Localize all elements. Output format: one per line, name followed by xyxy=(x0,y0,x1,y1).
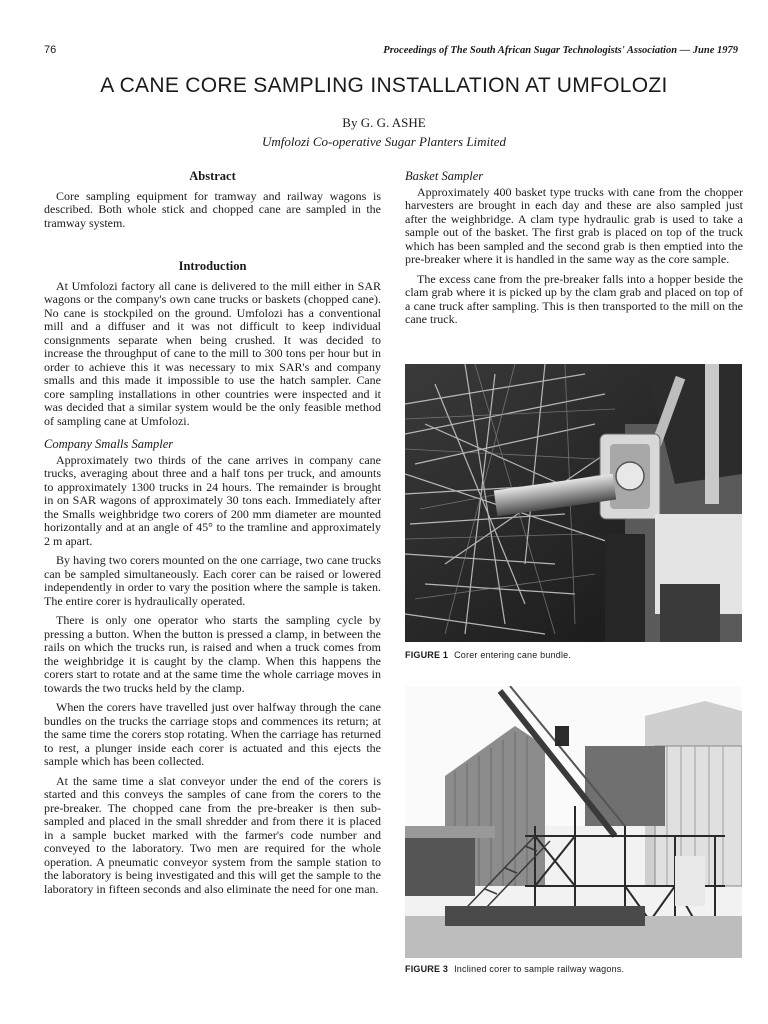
abstract-text: Core sampling equipment for tramway and railway wagons is described. Both whole stick and chopped cane are sampled in the tramway system. xyxy=(44,188,381,230)
figure-1-caption xyxy=(405,650,571,660)
figure-1-caption-text: Corer entering cane bundle. xyxy=(454,650,572,660)
company-smalls-paragraph: There is only one operator who starts the sampling cycle by pressing a button. When the button is pressed a clamp, in between the rails on which the trucks run, is raised and when a truck comes from the weighbridge it is caught by the clamp. When this happens the corers start to rotate and at the same time the whole carriage moves in towards the two trucks held by the clamp. xyxy=(44,613,381,695)
left-column xyxy=(44,170,381,902)
company-smalls-heading: Company Smalls Sampler xyxy=(44,437,174,451)
figure-3-photo xyxy=(405,686,742,958)
right-column xyxy=(405,170,743,333)
figure-1-label: FIGURE 1 xyxy=(405,650,449,660)
figure-3-caption-text: Inclined corer to sample railway wagons. xyxy=(454,964,625,974)
company-smalls-paragraph: At the same time a slat conveyor under the end of the corers is started and this conveys the samples of cane from the corers to the pre-breaker. The chopped cane from the pre-breaker is then sub-sampled and placed in the small shredder and from there it is placed in a sample bucket marked with the farmer's code number and conveyed to the laboratory. Two men are required for the whole operation. A pneumatic conveyor system from the sample station to the laboratory is being investigated and this will get the sample to the laboratory in fifteen seconds and also eliminate the need for one man. xyxy=(44,773,381,896)
journal-name: Proceedings of The South African Sugar Technologists' Association — June 1979 xyxy=(383,45,738,56)
introduction-heading: Introduction xyxy=(178,259,247,273)
basket-sampler-heading: Basket Sampler xyxy=(405,169,484,183)
figure-3-label: FIGURE 3 xyxy=(405,964,449,974)
running-header xyxy=(44,44,738,56)
abstract-heading: Abstract xyxy=(189,169,236,183)
author-byline: By G. G. ASHE xyxy=(342,115,426,130)
company-smalls-paragraph: Approximately two thirds of the cane arrives in company cane trucks, averaging about three and a half tons per truck, and amounts to approximately 1300 trucks in 24 hours. The remainder is brought in on SAR wagons of approximately 30 tons each. Immediately after the Smalls weighbridge two corers of 200 mm diameter are mounted horizontally and at an angle of 45° to the tramline and approximately 2 m apart. xyxy=(44,452,381,548)
introduction-text: At Umfolozi factory all cane is delivered to the mill either in SAR wagons or the company's own cane trucks or baskets (chopped cane). No cane is stockpiled on the ground. Umfolozi has a conventional mill and a diffuser and it was not difficult to keep individual consignments separate when being crushed. It was decided to increase the throughput of cane to the mill to 300 tons per hour but in order to achieve this it was necessary to mix SAR's and company smalls and this made it impossible to use the hatch sampler. Cane core sampling installations in other countries were inspected and it was decided that a similar system would be the only feasible method of sampling cane at Umfolozi. xyxy=(44,278,381,428)
paper-title: A CANE CORE SAMPLING INSTALLATION AT UMFOLOZI xyxy=(100,74,668,97)
basket-sampler-paragraph: The excess cane from the pre-breaker falls into a hopper beside the clam grab where it is picked up by the clam grab and placed on top of a cane truck after sampling. This is then transported to the mill on the cane truck. xyxy=(405,271,743,326)
page-number: 76 xyxy=(44,44,57,56)
figure-1-photo xyxy=(405,364,742,642)
company-smalls-paragraph: When the corers have travelled just over halfway through the cane bundles on the trucks the carriage stops and commences its return; at the same time the corers stop rotating. When the carriage has returned to rest, a plunger inside each corer is actuated and this ejects the sample which has been collected. xyxy=(44,700,381,768)
basket-sampler-paragraph: Approximately 400 basket type trucks with cane from the chopper harvesters are brought in each day and these are also sampled just after the weighbridge. A clam type hydraulic grab is used to take a sample out of the basket. The first grab is placed on top of the truck which has been sampled and the second grab is then emptied into the pre-breaker where it is handled in the same way as the core sample. xyxy=(405,184,743,266)
company-smalls-paragraph: By having two corers mounted on the one carriage, two cane trucks can be sampled simultaneously. Each corer can be raised or lowered independently in order to vary the position where the sample is taken. The entire corer is hydraulically operated. xyxy=(44,553,381,608)
author-affiliation: Umfolozi Co-operative Sugar Planters Limited xyxy=(261,134,507,149)
figure-3-caption xyxy=(405,964,624,974)
